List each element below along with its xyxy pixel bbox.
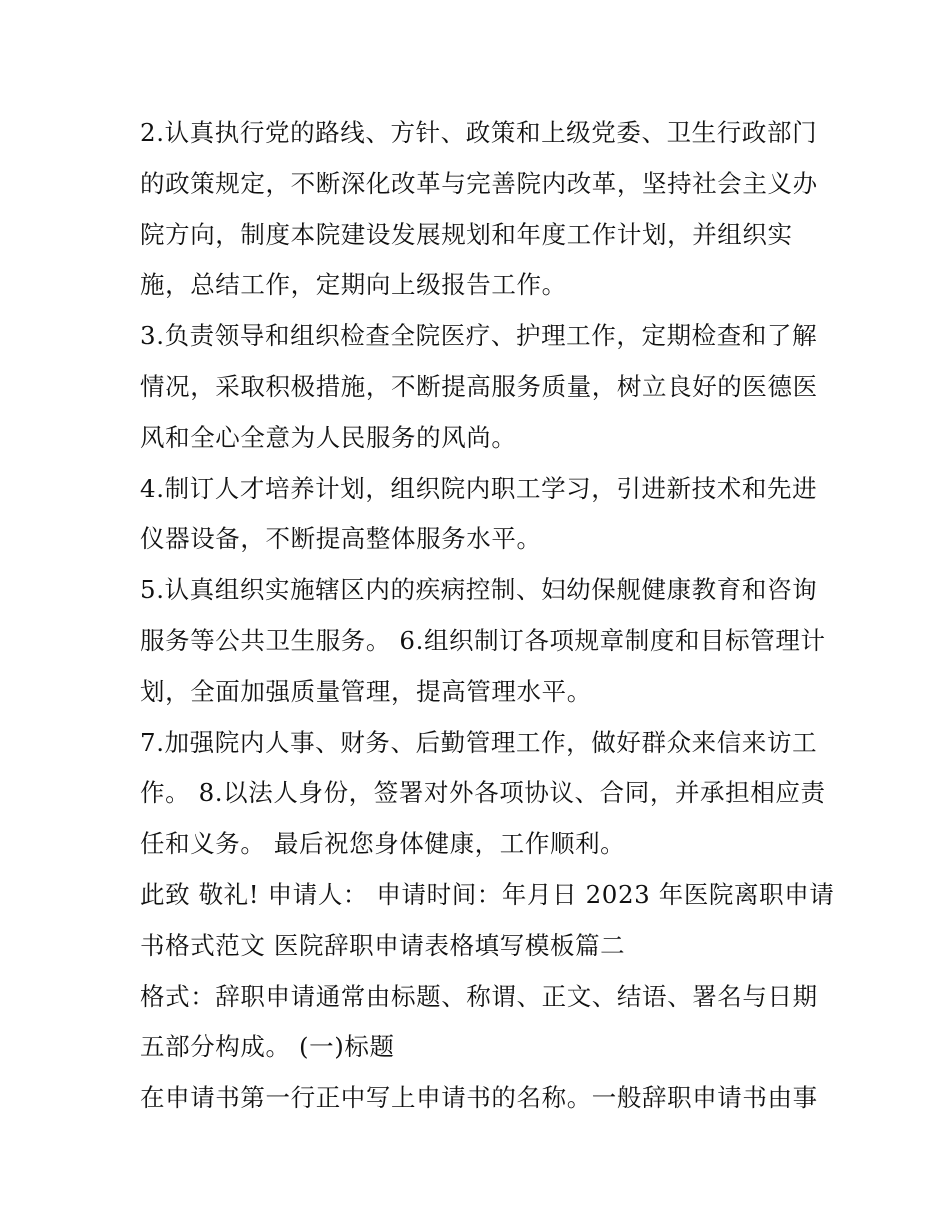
text-line-6: 情况，采取积极措施，不断提高服务质量，树立良好的医德医 — [140, 371, 818, 401]
text-line-12: 划，全面加强质量管理，提高管理水平。 — [140, 676, 592, 706]
text-line-14: 作。 8.以法人身份，签署对外各项协议、合同，并承担相应责 — [140, 778, 826, 808]
text-line-13: 7.加强院内人事、财务、后勤管理工作，做好群众来信来访工 — [140, 727, 818, 757]
text-line-16: 此致 敬礼! 申请人： 申请时间：年月日 2023 年医院离职申请 — [140, 879, 835, 909]
text-line-2: 的政策规定，不断深化改革与完善院内改革，坚持社会主义办 — [140, 168, 818, 198]
text-line-8: 4.制订人才培养计划，组织院内职工学习，引进新技术和先进 — [140, 473, 818, 503]
text-line-20: 在申请书第一行正中写上申请书的名称。一般辞职申请书由事 — [140, 1083, 818, 1113]
text-line-5: 3.负责领导和组织检查全院医疗、护理工作，定期检查和了解 — [140, 321, 818, 351]
text-line-3: 院方向，制度本院建设发展规划和年度工作计划，并组织实 — [140, 219, 793, 249]
text-line-18: 格式：辞职申请通常由标题、称谓、正文、结语、署名与日期 — [140, 981, 818, 1011]
text-line-9: 仪器设备，不断提高整体服务水平。 — [140, 524, 542, 554]
text-line-15: 任和义务。 最后祝您身体健康，工作顺利。 — [140, 829, 626, 859]
text-line-19: 五部分构成。 (一)标题 — [140, 1032, 395, 1062]
text-line-10: 5.认真组织实施辖区内的疾病控制、妇幼保舰健康教育和咨询 — [140, 575, 818, 605]
text-line-4: 施，总结工作，定期向上级报告工作。 — [140, 270, 567, 300]
text-line-1: 2.认真执行党的路线、方针、政策和上级党委、卫生行政部门 — [140, 118, 818, 147]
document-body — [140, 108, 835, 1124]
text-line-11: 服务等公共卫生服务。 6.组织制订各项规章制度和目标管理计 — [140, 625, 826, 655]
text-line-17: 书格式范文 医院辞职申请表格填写模板篇二 — [140, 930, 626, 960]
text-line-7: 风和全心全意为人民服务的风尚。 — [140, 422, 517, 452]
